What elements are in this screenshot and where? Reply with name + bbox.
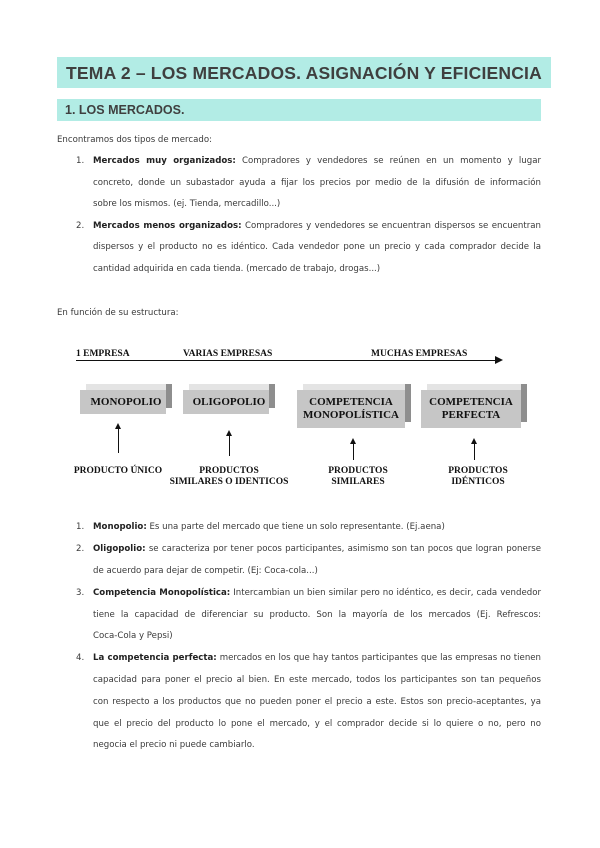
- type-1-line-2: concreto, donde un subastador ayuda a fijar los precios por medio de la difusión de información: [93, 178, 541, 188]
- def-4-line-5: negocia el precio ni puede cambiarlo.: [93, 740, 255, 750]
- def-2-line-1: [93, 545, 541, 554]
- arrow-up-3: [353, 440, 354, 460]
- title-band: [57, 57, 551, 88]
- type-1-term: Mercados muy organizados:: [93, 156, 236, 166]
- arrow-up-2: [229, 432, 230, 456]
- def-4-number: 4.: [76, 653, 85, 663]
- type-2-line-2: dispersos y el producto no es idéntico. Cada vendedor pone un precio y cada comprador decide la: [93, 242, 541, 252]
- def-1-term: Monopolio:: [93, 522, 147, 532]
- box-competencia-perfecta-line-1: COMPETENCIA: [429, 396, 513, 408]
- def-2-line-1-text: se caracteriza por tener pocos participantes, asimismo son tan pocos que logran ponerse: [148, 544, 541, 554]
- def-3-line-3: Coca-Cola y Pepsi): [93, 631, 173, 641]
- box-monopolio-label: MONOPOLIO: [90, 396, 162, 408]
- def-3-line-2: tiene la capacidad de diferenciar su producto. Son la mayoría de los mercados (Ej. Refrescos:: [93, 610, 541, 620]
- def-4-line-1: [93, 654, 541, 663]
- scale-arrow-line: [76, 360, 496, 361]
- caption-3-line-2: SIMILARES: [331, 477, 385, 488]
- def-2-term: Oligopolio:: [93, 544, 146, 554]
- arrow-up-4: [474, 440, 475, 460]
- type-1-line-3: sobre los mismos. (ej. Tienda, mercadillo...): [93, 199, 281, 209]
- caption-2-line-1: PRODUCTOS: [199, 466, 259, 476]
- def-3-number: 3.: [76, 588, 85, 598]
- caption-2-line-2: SIMILARES O IDENTICOS: [169, 477, 289, 488]
- def-3-term: Competencia Monopolística:: [93, 588, 231, 598]
- caption-3: [308, 466, 408, 489]
- caption-2: [164, 466, 294, 489]
- caption-1: [68, 466, 168, 477]
- box-competencia-monopolistica: [297, 384, 411, 428]
- caption-1-line-1: PRODUCTO ÚNICO: [73, 466, 163, 476]
- scale-label-several: VARIAS EMPRESAS: [183, 349, 273, 359]
- scale-label-many: MUCHAS EMPRESAS: [371, 349, 468, 359]
- def-4-line-2: capacidad para poner el precio al bien. En este mercado, todos los participantes son tan pequeños: [93, 675, 541, 685]
- box-competencia-perfecta-line-2: PERFECTA: [441, 409, 501, 421]
- def-2-line-2: de acuerdo para dejar de competir. (Ej: Coca-cola...): [93, 566, 318, 576]
- scale-arrow-head: [495, 356, 503, 364]
- def-1-line-1: [93, 523, 445, 532]
- page-title: TEMA 2 – LOS MERCADOS. ASIGNACIÓN Y EFICIENCIA: [66, 63, 542, 83]
- type-2-line-1: [93, 222, 541, 231]
- def-2-number: 2.: [76, 544, 85, 554]
- type-2-number: 2.: [76, 221, 85, 231]
- caption-4-line-1: PRODUCTOS: [448, 466, 508, 476]
- box-monopolio: [80, 384, 172, 414]
- caption-3-line-1: PRODUCTOS: [328, 466, 388, 476]
- section-heading: 1. LOS MERCADOS.: [65, 103, 185, 117]
- def-4-line-3: con respecto a los productos que no pueden poner el precio a este. Estos son precio-aceptantes, ya: [93, 697, 541, 707]
- scale-label-one: 1 EMPRESA: [76, 349, 130, 359]
- def-1-line-1-text: Es una parte del mercado que tiene un solo representante. (Ej.aena): [149, 522, 445, 532]
- arrow-up-1: [118, 425, 119, 453]
- def-4-term: La competencia perfecta:: [93, 653, 217, 663]
- def-1-number: 1.: [76, 522, 85, 532]
- def-4-line-1-text: mercados en los que hay tantos participantes que las empresas no tienen: [219, 653, 542, 663]
- caption-4: [428, 466, 528, 489]
- type-1-number: 1.: [76, 156, 85, 166]
- type-2-term: Mercados menos organizados:: [93, 221, 242, 231]
- section-band: [57, 99, 541, 121]
- def-4-line-4: que el precio del producto lo pone el mercado, y el comprador decide si lo quiere o no, pero no: [93, 719, 541, 729]
- caption-4-line-2: IDÉNTICOS: [451, 477, 505, 488]
- intro-text: Encontramos dos tipos de mercado:: [57, 135, 212, 145]
- def-3-line-1: [93, 589, 541, 598]
- def-3-line-1-text: Intercambian un bien similar pero no idéntico, es decir, cada vendedor: [233, 588, 541, 598]
- box-oligopolio-label: OLIGOPOLIO: [192, 396, 266, 408]
- box-competencia-monopolistica-line-1: COMPETENCIA: [309, 396, 393, 408]
- type-1-line-1-text: Compradores y vendedores se reúnen en un momento y lugar: [242, 156, 542, 166]
- box-oligopolio: [183, 384, 275, 414]
- type-1-line-1: [93, 157, 541, 166]
- type-2-line-1-text: Compradores y vendedores se encuentran dispersos se encuentran: [244, 221, 541, 231]
- type-2-line-3: cantidad adquirida en cada tienda. (mercado de trabajo, drogas...): [93, 264, 381, 274]
- box-competencia-monopolistica-line-2: MONOPOLÍSTICA: [303, 409, 399, 421]
- structure-intro: En función de su estructura:: [57, 308, 179, 318]
- box-competencia-perfecta: [421, 384, 527, 428]
